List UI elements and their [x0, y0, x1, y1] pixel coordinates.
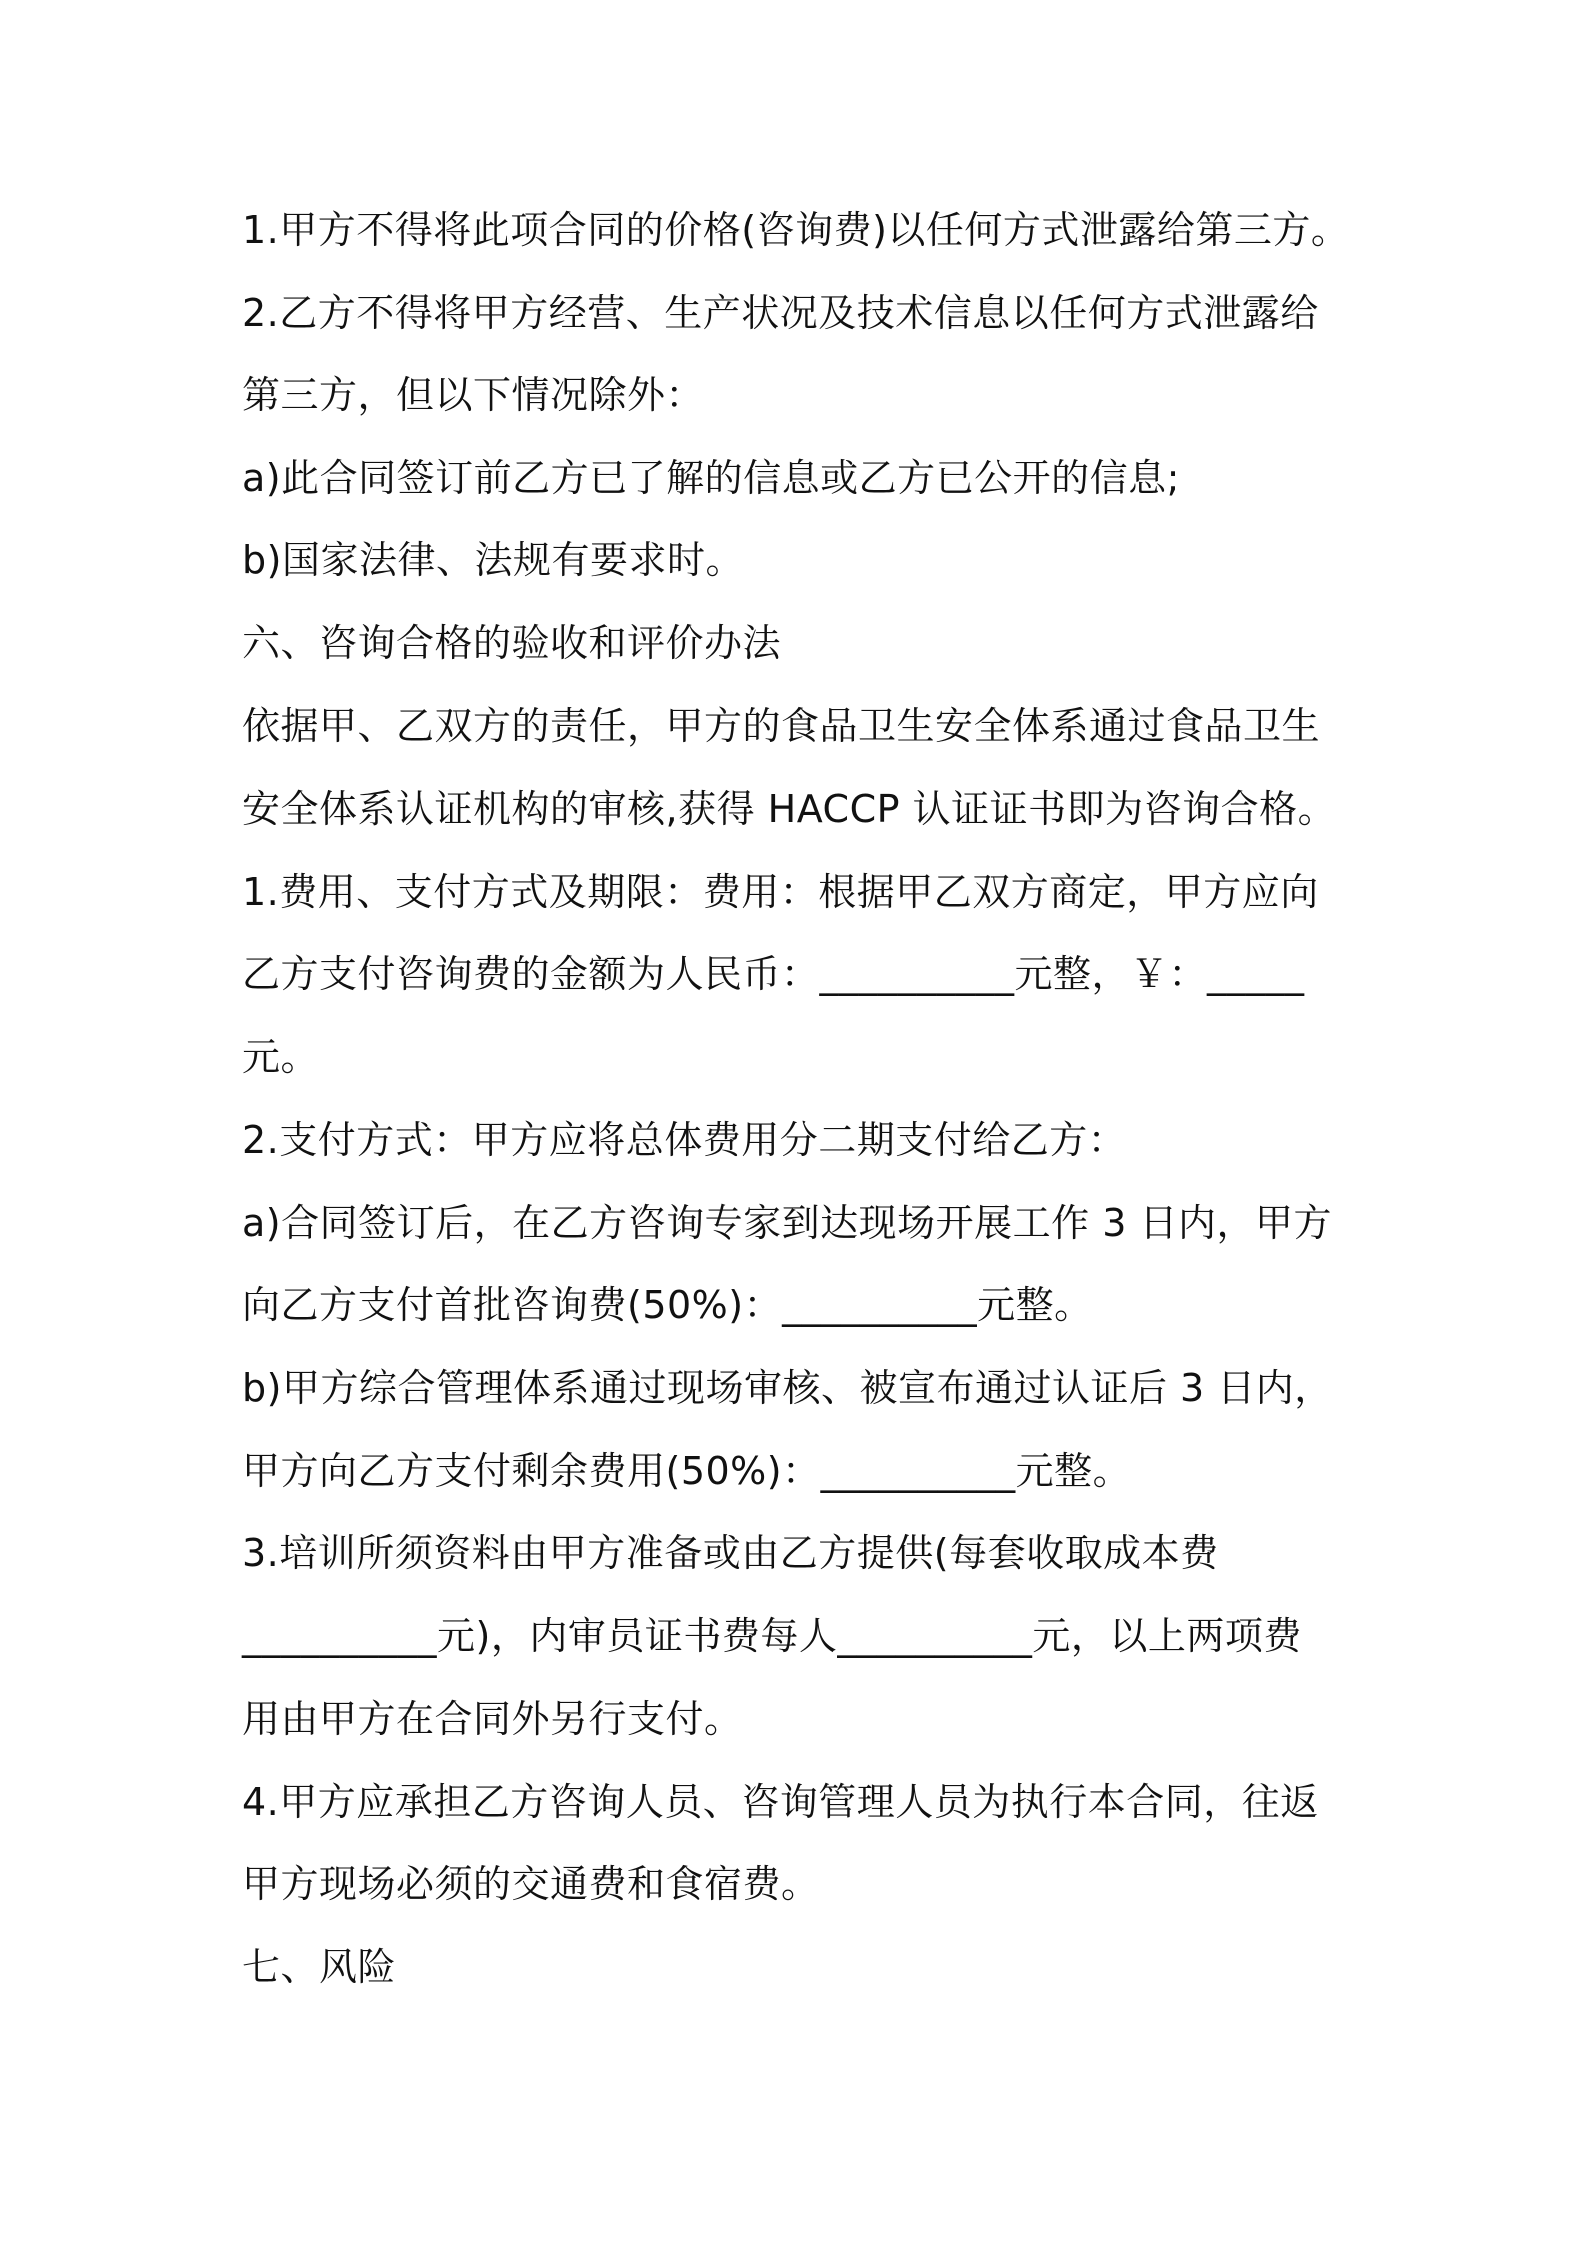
fee-clause-1-line-1: 1.费用、支付方式及期限：费用：根据甲乙双方商定，甲方应向: [242, 870, 1319, 914]
training-clause-line-1: 3.培训所须资料由甲方准备或由乙方提供(每套收取成本费: [242, 1531, 1219, 1575]
payment-b-line-1: b)甲方综合管理体系通过现场审核、被宣布通过认证后 3 日内，: [242, 1366, 1333, 1410]
section-6-heading: 六、咨询合格的验收和评价办法: [242, 621, 782, 665]
fee-clause-1-line-2: 乙方支付咨询费的金额为人民币：__________元整，￥：_____: [242, 952, 1305, 996]
acceptance-text-line-1: 依据甲、乙双方的责任，甲方的食品卫生安全体系通过食品卫生: [242, 704, 1321, 748]
travel-clause-line-2: 甲方现场必须的交通费和食宿费。: [242, 1862, 820, 1906]
fee-clause-1-line-3: 元。: [242, 1035, 320, 1079]
acceptance-text-line-2: 安全体系认证机构的审核,获得 HACCP 认证证书即为咨询合格。: [242, 787, 1337, 831]
training-clause-line-3: 用由甲方在合同外另行支付。: [242, 1697, 743, 1741]
clause-2-text-line-2: 第三方，但以下情况除外：: [242, 373, 705, 417]
payment-b-line-2: 甲方向乙方支付剩余费用(50%)：__________元整。: [242, 1449, 1132, 1493]
training-clause-line-2: __________元)，内审员证书费每人__________元，以上两项费: [242, 1614, 1302, 1658]
payment-a-line-2: 向乙方支付首批咨询费(50%)：__________元整。: [242, 1283, 1093, 1327]
section-7-heading: 七、风险: [242, 1945, 397, 1989]
clause-2-text-line-1: 2.乙方不得将甲方经营、生产状况及技术信息以任何方式泄露给: [242, 291, 1319, 335]
travel-clause-line-1: 4.甲方应承担乙方咨询人员、咨询管理人员为执行本合同，往返: [242, 1780, 1319, 1824]
payment-a-line-1: a)合同签订后，在乙方咨询专家到达现场开展工作 3 日内，甲方: [242, 1201, 1332, 1245]
exception-b-text: b)国家法律、法规有要求时。: [242, 538, 744, 582]
exception-a-text: a)此合同签订前乙方已了解的信息或乙方已公开的信息;: [242, 456, 1180, 500]
payment-method-text: 2.支付方式：甲方应将总体费用分二期支付给乙方：: [242, 1118, 1127, 1162]
clause-1-text: 1.甲方不得将此项合同的价格(咨询费)以任何方式泄露给第三方。: [242, 208, 1350, 252]
